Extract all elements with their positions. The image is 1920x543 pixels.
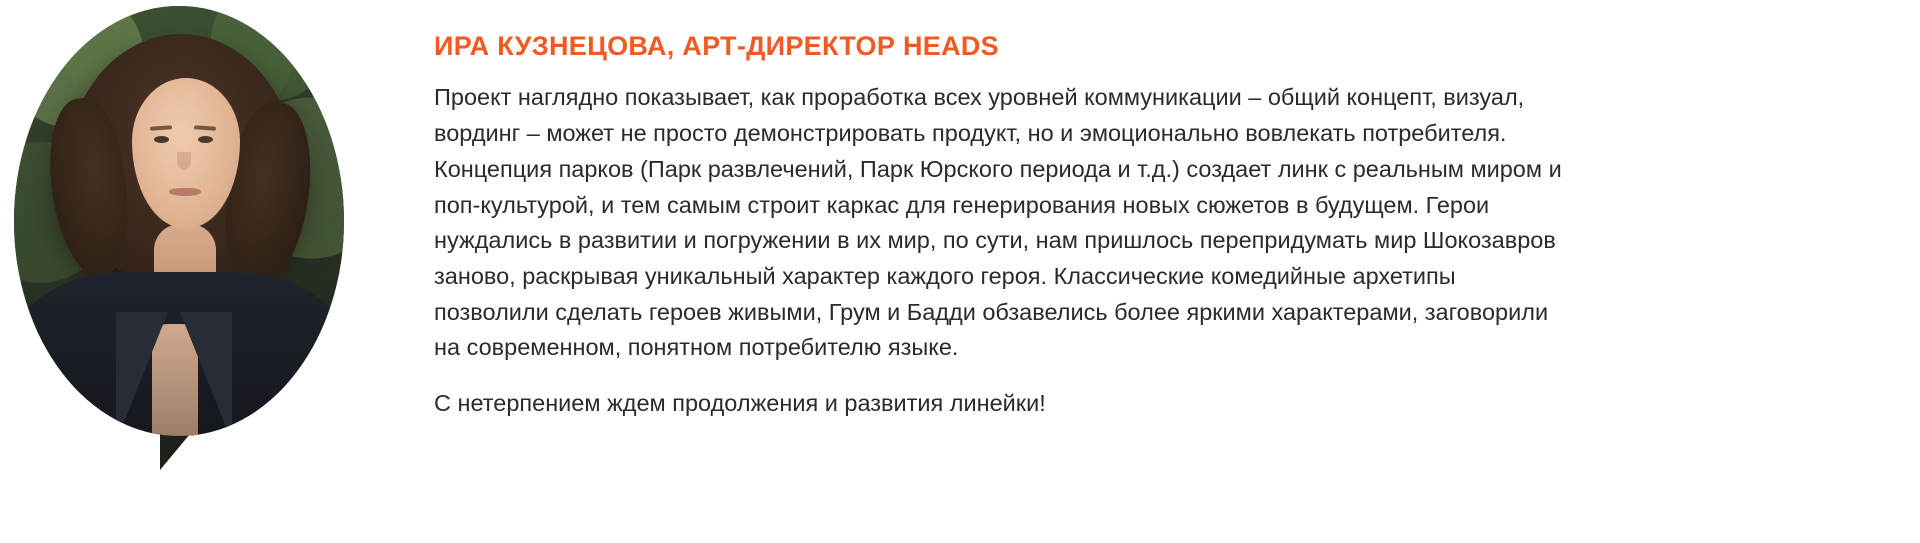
blazer-shape: [14, 272, 344, 436]
portrait-container: [14, 6, 354, 466]
testimonial-text-column: [354, 0, 1920, 422]
testimonial-body: Проект наглядно показывает, как проработка всех уровней коммуникации – общий концепт, визуал, вординг – может не просто демонстрировать продукт, но и эмоционально вовлекать потребителя. Концепция парков (Парк развлечений, Парк Юрского периода и т.д.) создает линк с реальным миром и поп-культурой, и тем самым строит каркас для генерирования новых сюжетов в будущем. Герои нуждались в развитии и погружении в их мир, по сути, нам пришлось перепридумать мир Шокозавров заново, раскрывая уникальный характер каждого героя. Классические комедийные архетипы позволили сделать героев живыми, Грум и Бадди обзавелись более яркими характерами, заговорили на современном, понятном потребителю языке.: [434, 84, 1562, 361]
blazer-right-lapel: [180, 312, 232, 436]
blazer-left-lapel: [116, 312, 168, 436]
testimonial-closing: С нетерпением ждем продолжения и развития линейки!: [434, 390, 1046, 417]
nose-shape: [177, 152, 191, 170]
eye-right: [198, 136, 213, 143]
portrait-photo: [14, 6, 344, 436]
testimonial-author: ИРА КУЗНЕЦОВА, АРТ-ДИРЕКТОР HEADS: [434, 31, 999, 61]
eye-left: [154, 136, 169, 143]
mouth-shape: [169, 188, 201, 196]
